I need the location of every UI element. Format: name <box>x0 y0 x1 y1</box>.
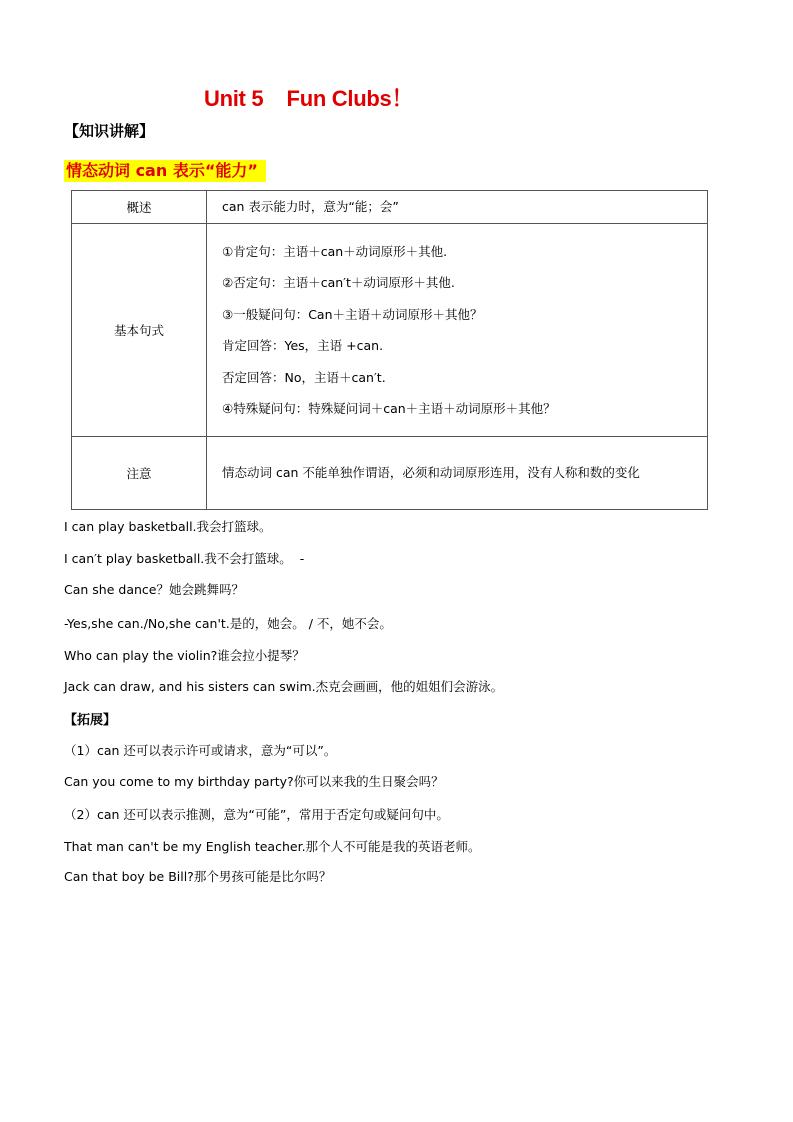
extension-line: Can you come to my birthday party?你可以来我的生日聚会吗？ <box>64 774 444 789</box>
extension-line: （2）can 还可以表示推测，意为“可能”，常用于否定句或疑问句中。 <box>64 807 449 822</box>
row-label: 注意 <box>72 437 207 510</box>
content-line: can 表示能力时，意为“能；会” <box>222 199 399 215</box>
grammar-table <box>71 190 708 510</box>
example-line: Can she dance？她会跳舞吗？ <box>64 582 244 597</box>
extension-heading: 【拓展】 <box>64 713 117 728</box>
extension-line: That man can't be my English teacher.那个人不可能是我的英语老师。 <box>64 839 481 854</box>
row-label: 基本句式 <box>72 224 207 437</box>
row-content <box>207 437 708 510</box>
unit-title: Unit 5 Fun Clubs！ <box>204 86 414 111</box>
topic-heading: 情态动词 can 表示“能力” <box>64 160 266 182</box>
example-line: Jack can draw, and his sisters can swim.杰克会画画，他的姐姐们会游泳。 <box>64 679 504 694</box>
content-line: ④特殊疑问句：特殊疑问词＋can＋主语＋动词原形＋其他？ <box>222 401 556 416</box>
section-heading: 【知识讲解】 <box>64 122 155 140</box>
content-line: 肯定回答：Yes，主语 +can. <box>222 338 384 353</box>
row-label: 概述 <box>72 191 207 224</box>
extension-line: （1）can 还可以表示许可或请求，意为“可以”。 <box>64 743 337 758</box>
example-line: I can′t play basketball.我不会打篮球。 - <box>64 551 305 566</box>
content-line: 否定回答：No，主语＋can′t. <box>222 369 386 385</box>
content-line: ③一般疑问句：Can＋主语＋动词原形＋其他？ <box>222 306 483 322</box>
row-content <box>207 191 708 224</box>
extension-line: Can that boy be Bill?那个男孩可能是比尔吗？ <box>64 869 332 884</box>
content-line: 情态动词 can 不能单独作谓语，必须和动词原形连用，没有人称和数的变化 <box>222 465 640 481</box>
example-line: I can play basketball.我会打篮球。 <box>64 519 272 534</box>
row-content <box>207 224 708 437</box>
example-line: Who can play the violin?谁会拉小提琴？ <box>64 648 305 663</box>
content-line: ①肯定句：主语＋can＋动词原形＋其他. <box>222 243 448 259</box>
table-row <box>72 437 708 510</box>
table-row <box>72 224 708 437</box>
example-line: -Yes,she can./No,she can't.是的，她会。 / 不，她不会。 <box>64 616 392 631</box>
table-row <box>72 191 708 224</box>
content-line: ②否定句：主语＋can′t＋动词原形＋其他. <box>222 275 455 290</box>
